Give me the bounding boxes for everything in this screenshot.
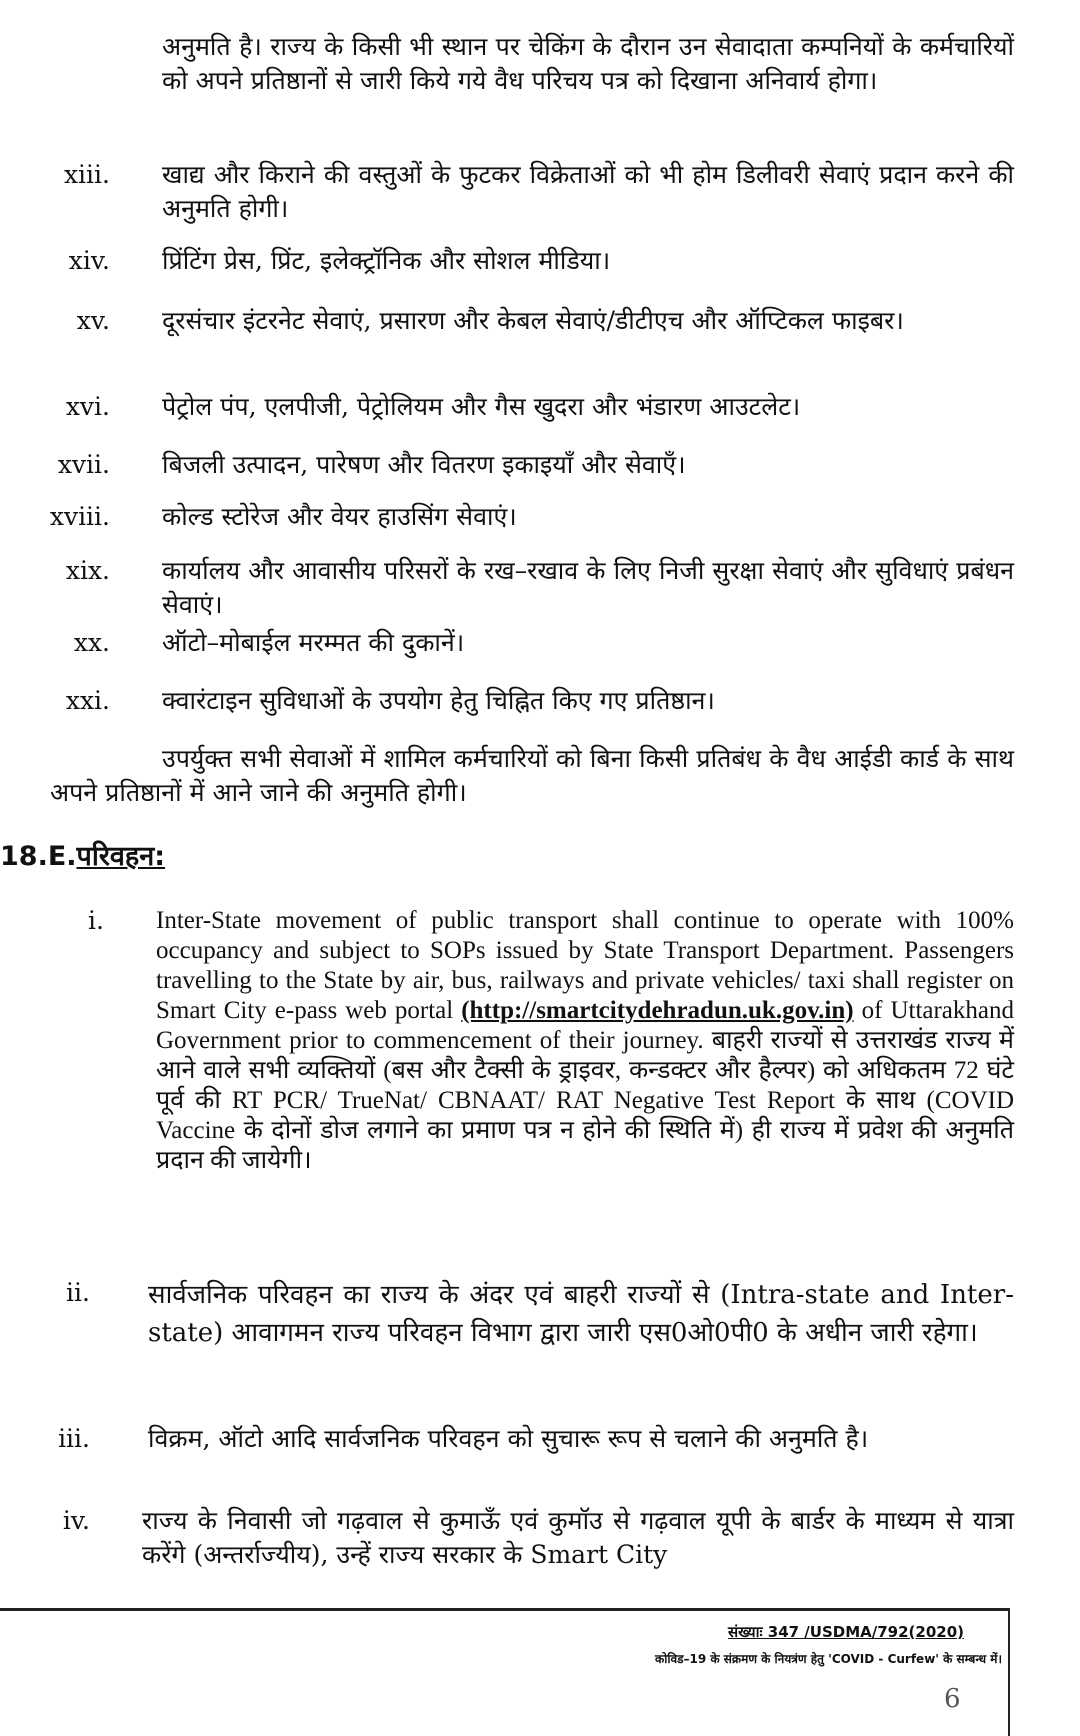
list-number: xxi.: [65, 686, 110, 715]
list-item: दूरसंचार इंटरनेट सेवाएं, प्रसारण और केबल सेवाएं/डीटीएच और ऑप्टिकल फाइबर।: [162, 306, 904, 335]
list-number: iii.: [58, 1424, 90, 1453]
list-item: कोल्ड स्टोरेज और वेयर हाउसिंग सेवाएं।: [162, 502, 517, 531]
list-number: xiii.: [63, 160, 110, 189]
list-item: पेट्रोल पंप, एलपीजी, पेट्रोलियम और गैस खुदरा और भंडारण आउटलेट।: [162, 392, 801, 421]
order-reference: संख्याः 347 /USDMA/792(2020): [728, 1623, 964, 1641]
services-note: उपर्युक्त सभी सेवाओं में शामिल कर्मचारियों को बिना किसी प्रतिबंध के वैध आईडी कार्ड के साथ अपने प्रतिष्ठानों में आने जाने की अनुमति होगी।: [50, 744, 1014, 807]
list-item: खाद्य और किराने की वस्तुओं के फुटकर विक्रेताओं को भी होम डिलीवरी सेवाएं प्रदान करने की अनुमति होगी।: [162, 160, 1014, 223]
e-pass-portal-link[interactable]: (http://smartcitydehradun.uk.gov.in): [461, 997, 854, 1024]
transport-item-iii: विक्रम, ऑटो आदि सार्वजनिक परिवहन को सुचारू रूप से चलाने की अनुमति है।: [148, 1424, 869, 1453]
transport-item-i-text: Inter-State movement of public transport shall continue to operate with 100% occupancy and subject to SOPs issued by State Transport Department. Passengers travelling to the State by air, bus, railways and private vehicles/ taxi shall register on Smart City e-pass web portal: [156, 907, 1014, 1024]
transport-item-i-text-cont: of Uttarakhand Government prior to commencement of their journey. बाहरी राज्यों से उत्तराखंड राज्य में आने वाले सभी व्यक्तियों (बस और टैक्सी के ड्राइवर, कन्डक्टर और हैल्पर) को अधिकतम 72 घंटे पूर्व की RT PCR/ TrueNat/ CBNAAT/ RAT Negative Test Report के साथ (COVID Vaccine के दोनों डोज लगाने का प्रमाण पत्र न होने की स्थिति में) ही राज्य में प्रवेश की अनुमति प्रदान की जायेगी।: [156, 997, 1015, 1174]
footer-divider: [0, 1608, 1010, 1611]
list-number: xviii.: [49, 502, 110, 531]
intro-continuation: अनुमति है। राज्य के किसी भी स्थान पर चेकिंग के दौरान उन सेवादाता कम्पनियों के कर्मचारियों को अपने प्रतिष्ठानों से जारी किये गये वैध परिचय पत्र को दिखाना अनिवार्य होगा।: [162, 32, 1014, 95]
list-number: ii.: [66, 1278, 90, 1307]
list-number: xvii.: [57, 450, 110, 479]
list-number: xvi.: [65, 392, 110, 421]
list-number: xv.: [76, 306, 110, 335]
list-number: xiv.: [68, 246, 110, 275]
list-item: ऑटो–मोबाईल मरम्मत की दुकानें।: [162, 628, 465, 657]
list-number: xix.: [65, 556, 110, 585]
section-number: 18.E.: [0, 841, 77, 872]
list-number: iv.: [62, 1506, 90, 1535]
page-number: 6: [944, 1684, 961, 1714]
transport-item-i: [156, 906, 1014, 1176]
list-number: i.: [88, 906, 104, 935]
transport-item-ii: सार्वजनिक परिवहन का राज्य के अंदर एवं बाहरी राज्यों से (Intra-state and Inter-state) आवागमन राज्य परिवहन विभाग द्वारा जारी एस0ओ0पी0 के अधीन जारी रहेगा।: [148, 1280, 1014, 1348]
list-item: बिजली उत्पादन, पारेषण और वितरण इकाइयाँ और सेवाएँ।: [162, 450, 686, 479]
section-title: परिवहन:: [76, 841, 166, 872]
order-subject: कोविड–19 के संक्रमण के नियत्रंण हेतु 'COVID - Curfew' के सम्बन्ध में।: [655, 1652, 1002, 1666]
list-item: क्वारंटाइन सुविधाओं के उपयोग हेतु चिह्नित किए गए प्रतिष्ठान।: [162, 686, 715, 715]
footer-vertical-divider: [1008, 1610, 1010, 1736]
section-heading: [0, 836, 165, 873]
list-item: कार्यालय और आवासीय परिसरों के रख–रखाव के लिए निजी सुरक्षा सेवाएं और सुविधाएं प्रबंधन सेवाएं।: [162, 556, 1014, 619]
list-item: प्रिंटिंग प्रेस, प्रिंट, इलेक्ट्रॉनिक और सोशल मीडिया।: [162, 246, 611, 275]
transport-item-iv: राज्य के निवासी जो गढ़वाल से कुमाऊँ एवं कुमॉउ से गढ़वाल यूपी के बार्डर के माध्यम से यात्रा करेंगे (अन्तर्राज्यीय), उन्हें राज्य सरकार के Smart City: [142, 1506, 1014, 1569]
list-number: xx.: [73, 628, 110, 657]
